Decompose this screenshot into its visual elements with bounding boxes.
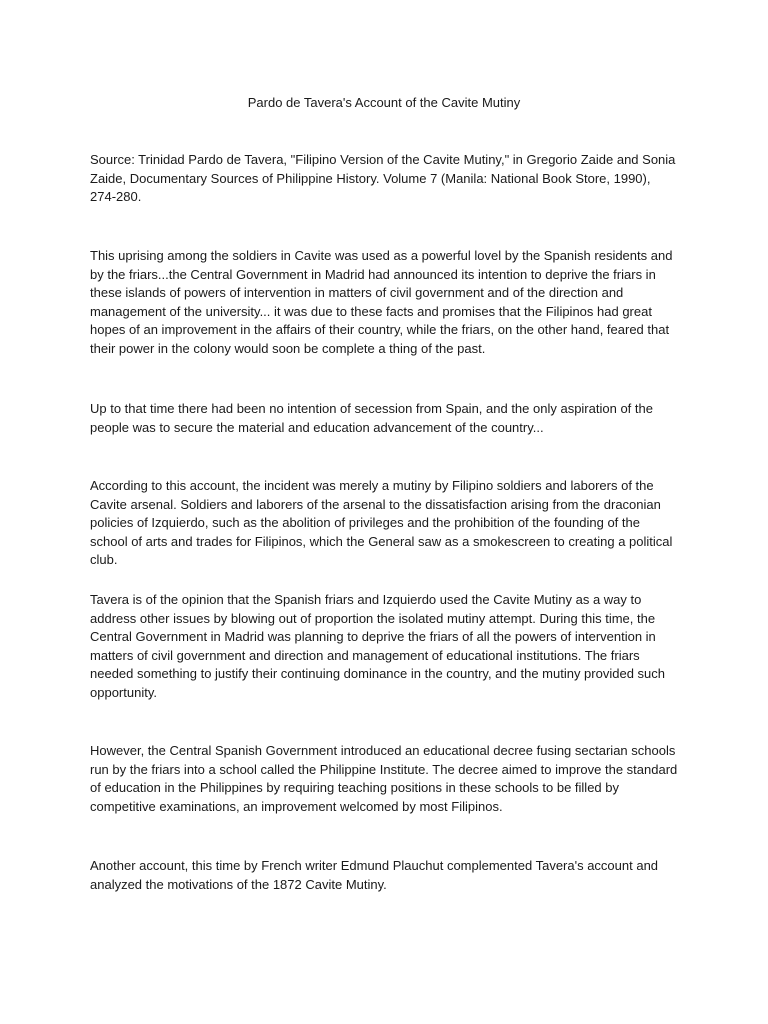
page-title: Pardo de Tavera's Account of the Cavite Mutiny [247,95,521,110]
paragraph-tavera-opinion: Tavera is of the opinion that the Spanish friars and Izquierdo used the Cavite Mutiny as a way to address other issues by blowing out of proportion the isolated mutiny attempt. During this time, the Central Government in Madrid was planning to deprive the friars of all the powers of intervention in matters of civil government and direction and management of educational institutions. The friars needed something to justify their continuing dominance in the country, and the mutiny provided such opportunity. [90,592,665,700]
source-citation: Source: Trinidad Pardo de Tavera, "Filipino Version of the Cavite Mutiny," in Gregorio Zaide and Sonia Zaide, Documentary Sources of Philippine History. Volume 7 (Manila: National Book Store, 1990), 274-280. [90,152,676,205]
paragraph-uprising: This uprising among the soldiers in Cavite was used as a powerful lovel by the Spanish residents and by the friars...the Central Government in Madrid had announced its intention to deprive the friars in these islands of powers of intervention in matters of civil government and of the direction and management of the university... it was due to these facts and promises that the Filipinos had great hopes of an improvement in the affairs of their country, while the friars, on the other hand, feared that their power in the colony would soon be complete a thing of the past. [90,248,673,356]
paragraph-plauchut-account: Another account, this time by French writer Edmund Plauchut complemented Tavera's account and analyzed the motivations of the 1872 Cavite Mutiny. [90,858,659,892]
paragraph-educational-decree: However, the Central Spanish Government introduced an educational decree fusing sectarian schools run by the friars into a school called the Philippine Institute. The decree aimed to improve the standard of education in the Philippines by requiring teaching positions in these schools to be filled by competitive examinations, an improvement welcomed by most Filipinos. [90,743,678,814]
paragraph-mutiny-account: According to this account, the incident was merely a mutiny by Filipino soldiers and laborers of the Cavite arsenal. Soldiers and laborers of the arsenal to the dissatisfaction arising from the draconian policies of Izquierdo, such as the abolition of privileges and the prohibition of the founding of the school of arts and trades for Filipinos, which the General saw as a smokescreen to creating a political club. [90,478,673,568]
paragraph-secession: Up to that time there had been no intention of secession from Spain, and the only aspiration of the people was to secure the material and education advancement of the country... [90,401,653,435]
